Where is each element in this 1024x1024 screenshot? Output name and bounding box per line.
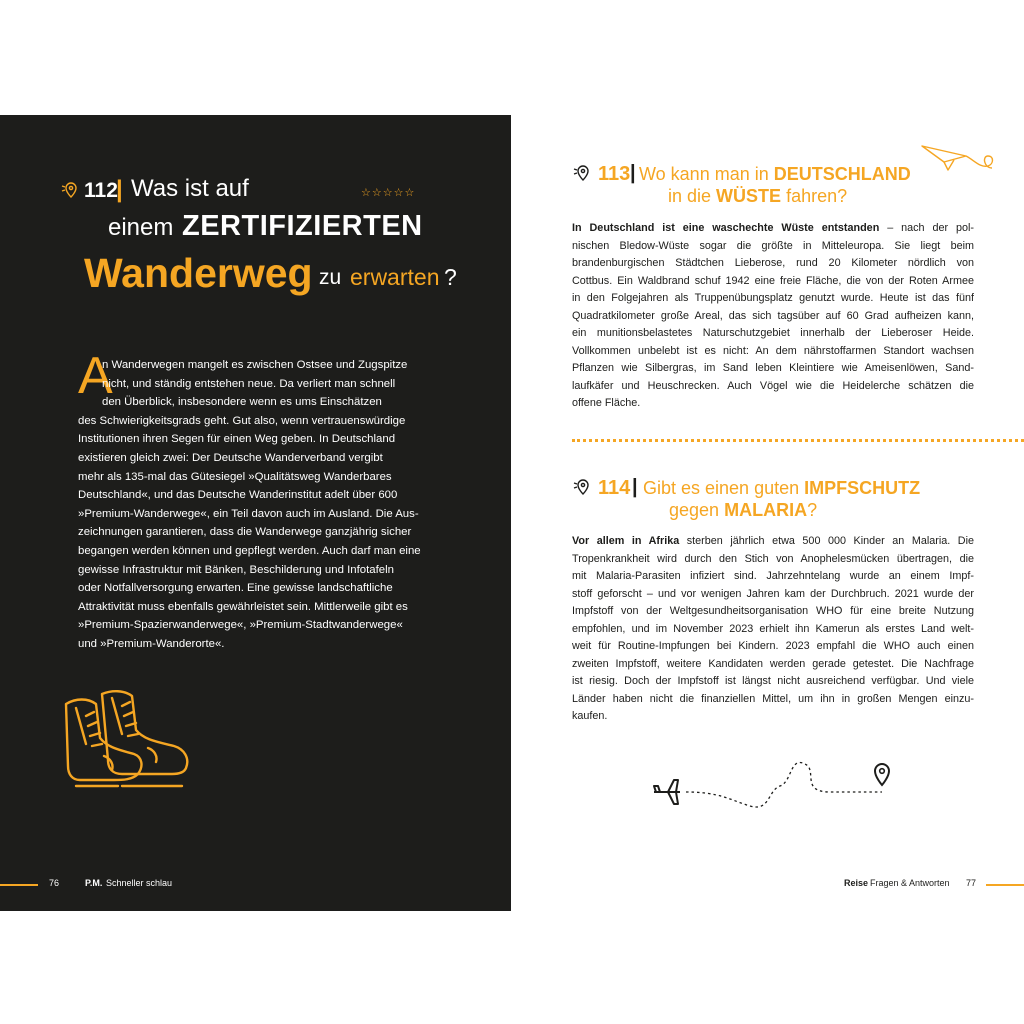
text-line: in den Folgejahren als Truppenübungsplatz genutzt wurde. Heute ist das fünf — [572, 292, 974, 304]
drop-cap: A — [78, 347, 113, 405]
text-line: existieren gleich zwei: Der Deutsche Wanderverband vergibt — [78, 452, 383, 464]
question-title-114-line2: gegen MALARIA? — [669, 500, 818, 520]
text-line: weit für Routine-Impfungen bei Kindern. 2023 empfahl die WHO auch einen — [572, 640, 974, 652]
question-title-line3-accent: erwarten — [350, 264, 440, 290]
text-line: laufkäfer und Heuschrecken. Auch Vögel wie die Heidelerche schätzen die — [572, 379, 974, 392]
title-separator: | — [632, 476, 638, 498]
text-line: begangen werden können und gepflegt werden. Auch darf man eine — [78, 545, 421, 557]
text-line: des Schwierigkeitsgrads geht. Gut also, wenn vertrauenswürdige — [78, 414, 406, 427]
question-title-line3-end: ? — [444, 264, 457, 290]
text-line: Tropenkrankheit wird durch den Stich von Anophelesmücken übertragen, die — [572, 552, 974, 565]
text-line: Deutschland«, und das Deutsche Wanderinstitut adelt über 600 — [78, 489, 398, 502]
question-title-line1: Was ist auf — [131, 175, 249, 202]
text-line: Impfstoff von der Weltgesundheitsorganisation WHO für eine breite Nutzung — [572, 605, 974, 617]
text-line: Vollkommen unbelebt ist es nicht: An dem nährstoffarmen Standort wachsen — [572, 344, 974, 357]
text-line: gewisse Infrastruktur mit Bänken, Beschilderung und Infotafeln — [78, 563, 394, 576]
text-line: Pflanzen wie Silbergras, im Sand leben Kleintiere wie Ameisenlöwen, Sand- — [572, 362, 974, 374]
text-line: brandenburgischen Städtchen Lieberose, rund 20 Kilometer nördlich von — [572, 257, 974, 269]
text-line: Länder haben nicht die finanziellen Mittel, um ihn in großen Mengen einzu- — [572, 692, 974, 705]
question-title-113-line1: Wo kann man in DEUTSCHLAND — [639, 164, 911, 184]
map-pin-lightbulb-icon — [572, 477, 594, 497]
text-line: Institutionen ihren Segen für einen Weg geben. In Deutschland — [78, 433, 396, 446]
text-line: empfohlen, und im November 2023 erhielt ihn Kamerun als erstes Land welt- — [572, 622, 974, 635]
text-line: ist riesig. Doch der Impfstoff ist längst nicht ausreichend verfügbar. Und viele — [572, 675, 974, 687]
paper-plane-icon — [920, 140, 1000, 180]
map-pin-lightbulb-icon — [572, 163, 594, 183]
text-line: Attraktivität muss ebenfalls gewährleistet sein. Mittlerweile gibt es — [78, 600, 408, 613]
question-number-113: 113 — [598, 163, 631, 185]
text-line: »Premium-Wanderwege«, ein Teil davon auch im Ausland. Die Aus- — [78, 507, 419, 520]
title-separator: | — [116, 176, 123, 203]
text-line: Cottbus. Ein Waldbrand schuf 1942 eine freie Fläche, die von der Roten Armee — [572, 274, 974, 287]
page-number-right: 77 — [966, 878, 977, 888]
text-line: ein munitionsbelastetes Naturschutzgebiet innerhalb der Lieberoser Heide. — [572, 327, 974, 339]
footer-book-title: Schneller schlau — [106, 878, 173, 888]
question-title-line3-small: zu — [319, 266, 342, 289]
text-line: offene Fläche. — [572, 397, 641, 409]
title-separator: | — [630, 162, 636, 184]
text-line: kaufen. — [572, 710, 608, 722]
question-title-113-line2: in die WÜSTE fahren? — [668, 186, 848, 206]
question-title-line2-bold: ZERTIFIZIERTEN — [182, 210, 423, 242]
section-divider — [572, 439, 1024, 442]
text-line: n Wanderwegen mangelt es zwischen Ostsee und Zugspitze — [102, 359, 408, 371]
page-number-left: 76 — [49, 878, 60, 888]
text-line: zeichnungen garantieren, dass die Wanderwege ganzjährig sicher — [78, 526, 412, 539]
text-line: nicht, und ständig entstehen neue. Da verliert man schnell — [102, 377, 396, 390]
text-line: Quadratkilometer große Areal, das sich tagsüber auf 60 Grad aufheizen kann, — [572, 309, 974, 322]
article-lead-114: Vor allem in Afrika sterben jährlich etwa 500 000 Kinder an Malaria. Die — [572, 535, 974, 547]
footer-rule-left — [0, 884, 38, 886]
text-line: den Überblick, insbesondere wenn es ums Einschätzen — [102, 396, 382, 409]
question-number: 112 — [84, 179, 118, 202]
question-number-114: 114 — [598, 477, 631, 499]
footer-section: Reise — [844, 878, 869, 888]
text-line: zweiten Impfstoff, weitere Kandidaten werden gerade getestet. Die Nachfrage — [572, 657, 974, 670]
text-line: oder Notfallversorgung erwarten. Eine gewisse landschaftliche — [78, 582, 393, 595]
text-line: mehr als 135-mal das Gütesiegel »Qualitätsweg Wanderbares — [78, 470, 392, 483]
question-title-114-line1: Gibt es einen guten IMPFSCHUTZ — [643, 478, 921, 498]
text-line: »Premium-Spazierwanderwege«, »Premium-Stadtwanderwege« — [78, 619, 403, 632]
article-lead-113: In Deutschland ist eine waschechte Wüste entstanden – nach der pol- — [572, 222, 974, 234]
airplane-route-icon — [650, 760, 900, 820]
footer-rule-right — [986, 884, 1024, 886]
text-line: nischen Bledow-Wüste sogar die größte in Mitteleuropa. Sie liegt beim — [572, 239, 974, 252]
question-title-line2-normal: einem — [108, 214, 174, 241]
text-line: mit Malaria-Parasiten infiziert sind. Jahrzehntelang wurde an einem Impf- — [572, 570, 974, 582]
footer-subsection: Fragen & Antworten — [870, 878, 950, 888]
hiking-boots-icon — [60, 686, 200, 792]
difficulty-stars: ☆☆☆☆☆ — [361, 186, 416, 199]
text-line: stoff geforscht – und vor wenigen Jahren kam der Durchbruch. 2021 wurde der — [572, 587, 974, 600]
question-title-line3-big: Wanderweg — [84, 250, 313, 296]
text-line: und »Premium-Wanderorte«. — [78, 638, 225, 650]
map-pin-lightbulb-icon — [60, 180, 82, 200]
footer-brand: P.M. — [85, 878, 103, 888]
